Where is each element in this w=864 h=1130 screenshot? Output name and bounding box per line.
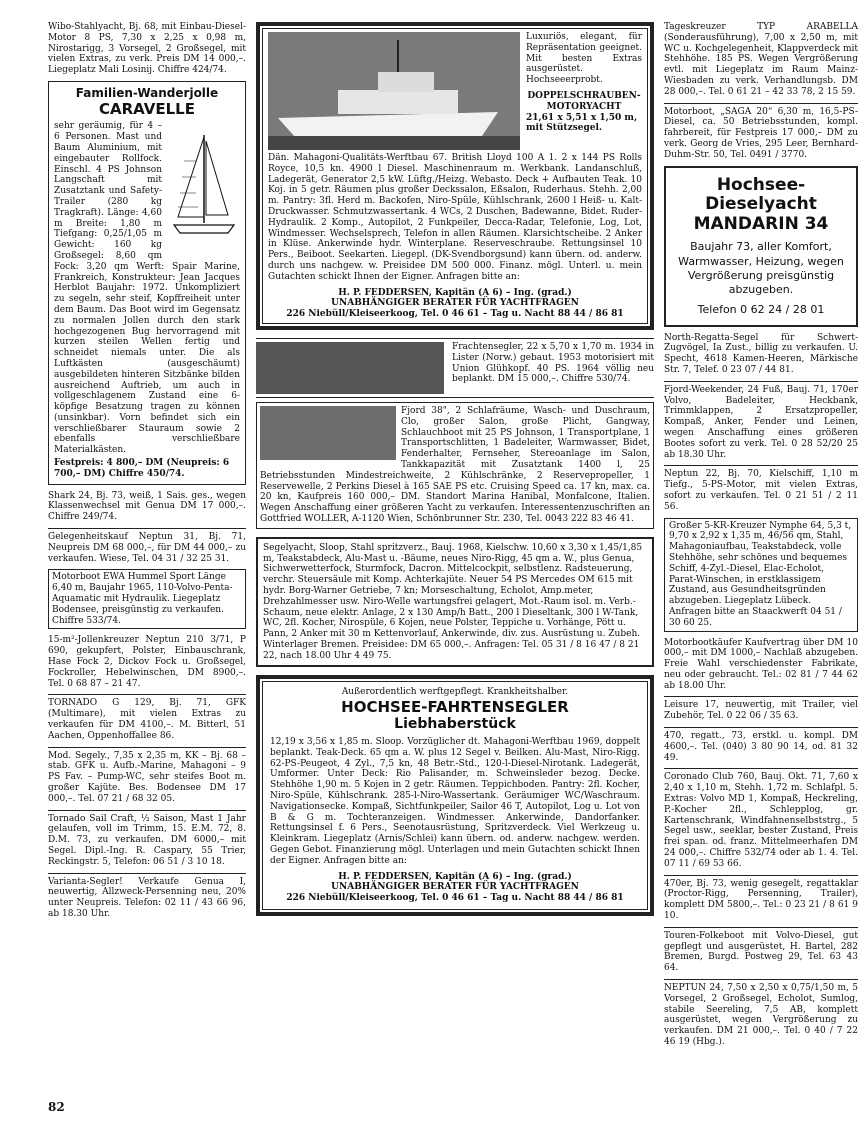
divider bbox=[664, 381, 858, 382]
divider bbox=[664, 979, 858, 980]
ad-tageskreuzer: Tageskreuzer TYP ARABELLA (Sonderausführung), 7,00 x 2,50 m, mit WC u. Kochgelegenheit, Klappverdeck mit Stehhöhe. 185 PS. Wegen Vergrößerung evtl. mit Liegeplatz im Raum Mainz-Wiesbaden zu verk. Verhandlungsb. DM 28 000,–. Tel. 0 61 21 – 42 33 78, 2 15 59. bbox=[664, 22, 858, 97]
feddersen-role: UNABHÄNGIGER BERATER FÜR YACHTFRAGEN bbox=[331, 298, 579, 309]
feddersen-address: 226 Niebüll/Kleiseerkoog, Tel. 0 46 61 – Tag u. Nacht 88 44 / 86 81 bbox=[286, 893, 624, 904]
ad-hochsee-fahrtensegler bbox=[256, 675, 654, 916]
ad-neptun31: Gelegenheitskauf Neptun 31, Bj. 71, Neupreis DM 68 000,–, für DM 44 000,– zu verkaufen. Wiese, Tel. 04 31 / 32 25 31. bbox=[48, 532, 246, 564]
mandarin-title: Hochsee-Dieselyacht MANDARIN 34 bbox=[693, 174, 829, 234]
caravelle-title: CARAVELLE bbox=[99, 100, 195, 119]
fjord38-photo bbox=[260, 406, 396, 460]
divider bbox=[48, 694, 246, 695]
ad-caravelle-box bbox=[48, 81, 246, 485]
motoryacht-photo bbox=[268, 32, 520, 150]
divider bbox=[664, 875, 858, 876]
ad-wibo: Wibo-Stahlyacht, Bj. 68, mit Einbau-Diesel-Motor 8 PS, 7,30 x 2,25 x 0,98 m, Nirostarigg, 3 Vorsegel, 2 Großsegel, mit vielen Extras, zu verk. Preis DM 14 000,–. Liegeplatz Mali Losinij. Chiffre 424/74. bbox=[48, 22, 246, 76]
divider bbox=[664, 927, 858, 928]
frachtensegler-photo bbox=[256, 342, 444, 394]
sailboat-illustration bbox=[166, 131, 242, 249]
divider bbox=[664, 768, 858, 769]
hf-title: HOCHSEE-FAHRTENSEGLER bbox=[341, 698, 569, 717]
feddersen-address: 226 Niebüll/Kleiseerkoog, Tel. 0 46 61 – Tag u. Nacht 88 44 / 86 81 bbox=[286, 309, 624, 320]
ad-470: 470, regatt., 73, erstkl. u. kompl. DM 4600,–. Tel. (040) 3 80 90 14, od. 81 32 49. bbox=[664, 731, 858, 763]
hf-subtitle: Liebhaberstück bbox=[394, 716, 516, 733]
ad-hummel: Motorboot EWA Hummel Sport Länge 6,40 m, Baujahr 1965, 110-Volvo-Penta-Aquamatic mit Hydraulik. Liegeplatz Bodensee, preisgünstig zu verkaufen. Chiffre 533/74. bbox=[48, 569, 246, 629]
fjord38-text: Fjord 38", 2 Schlafräume, Wasch- und Duschraum, Clo, großer Salon, große Plicht, Gangway, Schlauchboot mit 25 PS Johnson, 1 Transportplane, 1 Transportschlitten, 1 Badeleiter, Warmwasser, Bidet, Fenderhalter, Fernseher, Stereoanlage im Salon, Tankkapazität mit Zusatztank 1400 l, 25 Betriebsstunden Mindestreichweite, 2 Kühlschränke, 2 Reservepropeller, 1 Reservewelle, 2 Perkins Diesel à 165 SAE PS etc. Cruising Speed ca. 17 kn, max. ca. 20 kn, Kaufpreis 160 000,– DM. Standort Marina Hanibal, Monfalcone, Italien. Wegen Anschaffung einer größeren Yacht zu verkaufen. Interessentenzuschriften an Gottfried WOLLER, A-1120 Wien, Schönbrunner Str. 230, Tel. 0043 222 83 46 41. bbox=[260, 405, 650, 524]
ad-sailcraft: Tornado Sail Craft, ½ Saison, Mast 1 Jahr gelaufen, voll im Trimm, 15. E.M. 72, 8. D.M. 73, zu verkaufen. DM 6000,– mit Segel. Dipl.-Ing. R. Caspary, 55 Trier, Reckingstr. 5, Telefon: 06 51 / 3 10 18. bbox=[48, 813, 246, 867]
ad-varianta: Varianta-Segler! Verkaufe Genua I, neuwertig, Allzweck-Persenning neu, 20% unter Neupreis. Telefon: 02 11 / 43 66 96, ab 18.30 Uhr. bbox=[48, 876, 246, 919]
ad-regatta-segel: North-Regatta-Segel für Schwert-Zugvögel, Ia Zust., billig zu verkaufen. U. Specht, 4618 Kamen-Heeren, Märkische Str. 7, Telef. 0 23 07 / 44 81. bbox=[664, 332, 858, 375]
hf-kicker: Außerordentlich werftgepflegt. Krankheitshalber. bbox=[341, 687, 569, 698]
ad-segely: Mod. Segely., 7,35 x 2,35 m, KK – Bj. 68 – stab. GFK u. Aufb.-Marine, Mahagoni – 9 PS Fav. – Pump-WC, sehr steifes Boot m. großer Kajüte. Bes. Bodensee DM 17 000,–. Tel. 07 21 / 68 32 05. bbox=[48, 750, 246, 804]
mandarin-phone: Telefon 0 62 24 / 28 01 bbox=[697, 303, 825, 317]
ad-470er: 470er, Bj. 73, wenig gesegelt, regattaklar (Proctor-Rigg, Persenning, Trailer), komplett DM 5800,–. Tel.: 0 23 21 / 8 61 9 10. bbox=[664, 878, 858, 922]
column-right bbox=[664, 22, 858, 1053]
caravelle-price: Festpreis: 4 800,– DM (Neupreis: 6 700,– DM) Chiffre 450/74. bbox=[54, 458, 230, 479]
motoryacht-side: Luxuriös, elegant, für Repräsentation geeignet. Mit besten Extras ausgerüstet. Hochseeerprobt. bbox=[526, 32, 642, 86]
ad-fjord38 bbox=[256, 402, 654, 529]
ad-leisure: Leisure 17, neuwertig, mit Trailer, viel Zubehör, Tel. 0 22 06 / 35 63. bbox=[664, 700, 858, 722]
ad-coronado: Coronado Club 760, Bauj. Okt. 71, 7,60 x 2,40 x 1,10 m, Stehh. 1,72 m. Schlafpl. 5. Extras: Volvo MD 1, Kompaß, Heckreling, P.-Kocher 2fl., Schlepplog, gr. Kartenschrank, Windfahnenselbststrg., 5 Segel usw., seeklar, bester Zustand, Preis frei span. od. franz. Mittelmeerhafen DM 24 000,–. Chiffre 532/74 oder ab 1. 4. Tel. 07 11 / 69 53 66. bbox=[664, 772, 858, 869]
feddersen-role: UNABHÄNGIGER BERATER FÜR YACHTFRAGEN bbox=[331, 882, 579, 893]
motoryacht-body: Dän. Mahagoni-Qualitäts-Werftbau 67. British Lloyd 100 A 1. 2 x 144 PS Rolls Royce, 10,5 kn. 4900 l Diesel. Maschinenraum m. Werkbank. Landanschluß, Ladegerät, Generator 2,5 kW. Lüftg./Heizg. Webasto. Deck + Aufbauten Teak. 10 Koj. in 5 getr. Räumen plus großer Deckssalon, Eßsalon, Ruderhaus. Stehh. 2,00 m. Pantry: 3fl. Herd m. Backofen, Niro-Spüle, Kühlschrank, 2600 l Heiß- u. Kalt-Druckwasser. Schmutzwassertank. 4 WCs, 2 Duschen, Badewanne, Bidet. Ruder-Hydraulik. 2 Komp., Autopilot, 2 Funkpeiler, Decca-Radar, Telefonie, Log, Lot, Windmesser. Wechselsprech, Telefon in allen Räumen. Klarsichtscheibe. 2 Anker in Klüse. Ankerwinde hydr. Winterplane. Reserveschraube. Rettungsinsel 10 Pers., Beiboot. Seekarten. Liegepl. (DK-Svendborgsund) kann übern. od. anderw. durch uns nachgew. w. Preisidee DM 500 000. Finanz. mögl. Unterl. u. mein Gutachten schickt Ihnen der Eigner. Anfragen bitte an: bbox=[268, 153, 642, 282]
hf-body: 12,19 x 3,56 x 1,85 m. Sloop. Vorzüglicher dt. Mahagoni-Werftbau 1969, doppelt beplankt. Teak-Deck. 65 qm a. W. plus 12 Segel v. Beilken. Alu-Mast, Niro-Rigg. 62-PS-Peugeot, 4 Zyl., 7,5 kn, 48 Betr.-Std., 120-l-Diesel-Nirotank. Ladegerät, Umformer. Unter Deck: Rio Palisander, m. Schweinsleder bezog. Decke. Stehhöhe 1,90 m. 5 Kojen in 2 getr. Räumen. Teppichboden. Pantry: 2fl. Kocher, Niro-Spüle, Kühlschrank. 285-l-Niro-Wassertank. Geräumiger WC/Waschraum. Navigationsecke. Kompaß, Sichtfunkpeiler, Sailor 46 T, Autopilot, Log u. Lot von B & G m. Tochteranzeigen. Windmesser. Ankerwinde, Dandorfanker. Rettungsinsel f. 6 Pers., Seenotausrüstung, Spritzverdeck. Viel Werkzeug u. Kleinkram. Liegeplatz (Arnis/Schlei) kann übern. od. anderw. nachgew. werden. Gegen Gebot. Finanzierung mögl. Unterlagen und mein Gutachten schickt Ihnen der Eigner. Anfragen bitte an: bbox=[270, 737, 640, 866]
ad-neptun24: NEPTUN 24, 7,50 x 2,50 x 0,75/1,50 m, 5 Vorsegel, 2 Großsegel, Echolot, Sumlog, stabile Seereling, 7,5 AB, komplett ausgerüstet, wegen Vergrößerung zu verkaufen. DM 21 000,–. Tel. 0 40 / 7 22 46 19 (Hbg.). bbox=[664, 983, 858, 1047]
ad-stahl-sloop: Segelyacht, Sloop, Stahl spritzverz., Bauj. 1968, Kielschw. 10,60 x 3,30 x 1,45/1,85 m, Teakstabdeck, Alu-Mast u. -Bäume, neues Niro-Rigg, 45 qm a. W., plus Genua, Sichwerwetterfock, Sturmfock, Dacron. Mittelcockpit, selbstlenz. Radsteuerung, verchr. Steuersäule mit Komp. Achterkajüte. Neuer 54 PS Mercedes OM 615 mit hydr. Borg-Warner Getriebe, 7 kn; Morseschaltung, Echolot, Amp.meter, Drehzahlmesser usw. Niro-Welle wartungsfrei gelagert, Mot.-Raum isol. m. Verb.-Schaum, neue elektr. Anlage, 2 x 130 Amp/h Batt., 200 l Dieseltank, 300 l W-Tank, WC, 2fl. Kocher, Nirospüle, 6 Kojen, neue Polster, Teppiche u. Vorhänge, Pött u. Pann, 2 Anker mit 30 m Kettenvorlauf, Ankerwinde, div. zus. Ausrüstung u. Zubeh. Winterlager Bremen. Preisidee: DM 65 000,–. Anfragen: Tel. 05 31 / 8 16 47 / 8 21 22, nach 18.00 Uhr 4 49 75. bbox=[256, 537, 654, 668]
ad-grosser-kreuzer: Großer 5-KR-Kreuzer Nymphe 64, 5,3 t, 9,70 x 2,92 x 1,35 m, 46/56 qm, Stahl, Mahagoniaufbau, Teakstabdeck, volle Stehhöhe, sehr schönes und bequemes Schiff, 4-Zyl.-Diesel, Elac-Echolot, Parat-Winschen, in erstklassigem Zustand, aus Gesundheitsgründen abzugeben. Liegeplatz Lübeck. Anfragen bitte an Staackwerft 04 51 / 30 60 25. bbox=[664, 518, 858, 632]
mandarin-body: Baujahr 73, aller Komfort, Warmwasser, Heizung, wegen Vergrößerung preisgünstig abzugeben. bbox=[678, 240, 844, 297]
motoryacht-dims: 21,61 x 5,51 x 1,50 m, mit Stützsegel. bbox=[526, 112, 638, 134]
motoryacht-title: DOPPELSCHRAUBEN-MOTORYACHT bbox=[527, 90, 641, 112]
ad-tornado: TORNADO G 129, Bj. 71, GFK (Multimare), mit vielen Extras zu verkaufen für DM 4100,–. M. Bitterl, 51 Aachen, Oppenhoffallee 86. bbox=[48, 698, 246, 741]
feddersen-name: H. P. FEDDERSEN, Kapitän (A 6) – Ing. (grad.) bbox=[338, 287, 572, 298]
frachtensegler-text: Frachtensegler, 22 x 5,70 x 1,70 m. 1934 in Lister (Norw.) gebaut. 1953 motorisiert mit Union Glühkopf. 40 PS. 1964 völlig neu beplankt. DM 15 000,–. Chiffre 530/74. bbox=[452, 341, 654, 385]
divider bbox=[664, 465, 858, 466]
ad-neptun22: Neptun 22, Bj. 70, Kielschiff, 1,10 m Tiefg., 5-PS-Motor, mit vielen Extras, sofort zu verkaufen. Tel. 0 21 51 / 2 11 56. bbox=[664, 469, 858, 512]
ad-jollenkreuzer: 15-m²-Jollenkreuzer Neptun 210 3/71, P 690, gekupfert, Polster, Einbauschrank, Hase Fock 2, Dickov Fock u. Großsegel, Fockroller, Hebelwinschen, DM 8900,–. Tel. 0 68 87 – 21 47. bbox=[48, 635, 246, 689]
ad-frachtensegler bbox=[256, 338, 654, 398]
column-middle bbox=[256, 22, 654, 924]
ad-touren-folkeboot: Touren-Folkeboot mit Volvo-Diesel, gut gepflegt und ausgerüstet, H. Bartel, 282 Bremen, Burgd. Postweg 29, Tel. 63 43 64. bbox=[664, 930, 858, 974]
divider bbox=[48, 747, 246, 748]
feddersen-name: H. P. FEDDERSEN, Kapitän (A 6) – Ing. (grad.) bbox=[338, 871, 572, 882]
caravelle-body: sehr geräumig, für 4 – 6 Personen. Mast und Baum Aluminium, mit eingebauter Rollfock. Einschl. 4 PS Johnson Langschaft mit Zusatztank und Safety-Trailer (280 kg Tragkraft). Länge: 4,60 m Breite: 1,80 m Tiefgang: 0,25/1,05 m Gewicht: 160 kg Großsegel: 8,60 qm Fock: 3,20 qm Werft: Spair Marine, Frankreich, Konstrukteur: Jean Jacques Herblot Baujahr: 1972. Unkompliziert zu segeln, sehr steif, Kopffreiheit unter dem Baum. Das Boot wird im Gegensatz zu normalen Jollen durch den stark hochgezogenen Bug hervorragend mit kurzen steilen Wellen fertig und schneidet niemals unter. Die als Luftkästen (ausgeschäumt) ausgebildeten hinteren Sitzbänke bilden ausreichend Auftrieb, um auch in vollgeschlagenem Zustand eine 6-köpfige Besatzung tragen zu können (unsinkbar). Vorn befindet sich ein verschließbarer Stauraum sowie 2 ebenfalls verschließbare Materialkästen. bbox=[54, 121, 240, 456]
divider bbox=[664, 103, 858, 104]
ad-fjord-weekender: Fjord-Weekender, 24 Fuß, Bauj. 71, 170er Volvo, Badeleiter, Heckbank, Trimmklappen, 2 Ersatzpropeller, Kompaß, Anker, Fender und Leinen, wegen Anschaffung eines größeren Bootes sofort zu verk. Tel. 0 28 52/20 25 ab 18.30 Uhr. bbox=[664, 384, 858, 460]
caravelle-kicker: Familien-Wanderjolle bbox=[75, 85, 219, 100]
ad-motorbootkaeufer: Motorbootkäufer Kaufvertrag über DM 10 000,– mit DM 1000,– Nachlaß abzugeben. Freie Wahl verschiedenster Fabrikate, neu oder gebraucht. Tel.: 02 81 / 7 44 62 ab 18.00 Uhr. bbox=[664, 637, 858, 691]
divider bbox=[48, 528, 246, 529]
divider bbox=[664, 696, 858, 697]
divider bbox=[664, 727, 858, 728]
ad-motoryacht bbox=[256, 22, 654, 330]
ad-shark: Shark 24, Bj. 73, weiß, 1 Sais. ges., wegen Klassenwechsel mit Genua DM 17 000,–. Chiffre 249/74. bbox=[48, 490, 246, 523]
divider bbox=[48, 810, 246, 811]
ad-saga: Motorboot, „SAGA 20“ 6,30 m, 16,5-PS-Diesel, ca. 50 Betriebsstunden, kompl. fahrbereit, für Festpreis 17 000,– DM zu verk. Georg de Vries, 295 Leer, Bernhard-Duhm-Str. 50, Tel. 0491 / 3770. bbox=[664, 106, 858, 160]
column-left bbox=[48, 22, 246, 925]
divider bbox=[48, 873, 246, 874]
ad-mandarin bbox=[664, 166, 858, 327]
page-number: 82 bbox=[48, 1099, 65, 1114]
